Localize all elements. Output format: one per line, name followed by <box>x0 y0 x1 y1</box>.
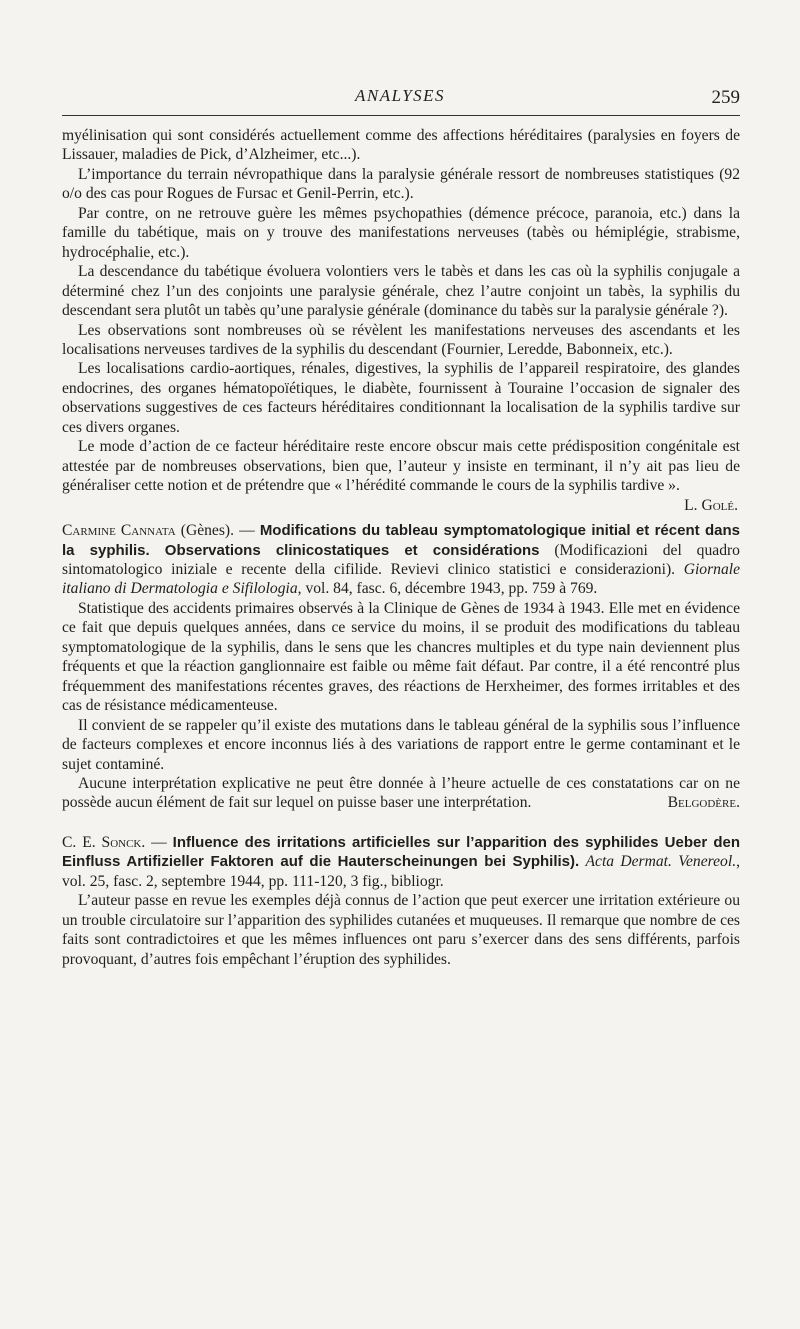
paragraph: Par contre, on ne retrouve guère les mêmes psychopathies (démence précoce, paranoia, etc.) dans la famille du tabétique, mais on y trouve des manifestations nerveuses (tabès ou hémiplégie, strabisme, hydrocéphalie, etc.). <box>62 204 740 261</box>
paragraph: Il convient de se rappeler qu’il existe des mutations dans le tableau général de la syphilis sous l’influence de facteurs complexes et encore inconnus liés à des variations de rapport entre le germe contaminant et le sujet contaminé. <box>62 716 740 773</box>
paragraph <box>62 774 740 813</box>
page-number: 259 <box>711 87 740 108</box>
paragraph: Statistique des accidents primaires observés à la Clinique de Gènes de 1934 à 1943. Elle met en évidence ce fait que depuis quelques années, dans ce service du moins, il se produit des modifications du tableau symptomatologique de la syphilis, dans le sens que les chancres multiples et du type nain deviennent plus fréquents et que la réaction ganglionnaire est faible ou même fait défaut. Par contre, il a été rencontré plus fréquemment des manifestations récentes graves, des réactions de Herxheimer, des formes irritables et des cas de résistance médicamenteuse. <box>62 599 740 715</box>
paragraph: myélinisation qui sont considérés actuellement comme des affections héréditaires (paralysies en foyers de Lissauer, maladies de Pick, d’Alzheimer, etc...). <box>62 127 740 164</box>
review-original-title: (Modificazioni del quadro sintomatologico iniziale e recente della cifilide. Revievi clinico statistici e considerazioni). <box>62 541 740 578</box>
review-title: Influence des irritations artificielles sur l’apparition des syphilides Ueber den Einfluss Artifizieller Faktoren auf die Hauterscheinungen bei Syphilis). <box>62 833 740 871</box>
paragraph: La descendance du tabétique évoluera volontiers vers le tabès et dans les cas où la syphilis conjugale a déterminé chez l’un des conjoints une paralysie générale, chez l’autre conjoint un tabès, la syphilis du descendant sera plutôt un tabès qu’une paralysie générale (dominance du tabès sur la paralysie générale ?). <box>62 263 740 320</box>
paragraph-text: Aucune interprétation explicative ne peut être donnée à l’heure actuelle de ces constatations car on ne possède aucun élément de fait sur lequel on puisse baser une interprétation. <box>62 774 740 812</box>
paragraph: L’auteur passe en revue les exemples déjà connus de l’action que peut exercer une irritation extérieure ou un trouble circulatoire sur l’apparition des syphilides cutanées et muqueuses. Il remarque que nombre de ces faits sont contradictoires et que les mêmes influences ont paru s’exercer dans des sens différents, parfois provoquant, d’autres fois empêchant l’éruption des syphilides. <box>62 892 740 968</box>
paragraph: Les localisations cardio-aortiques, rénales, digestives, la syphilis de l’appareil respiratoire, des glandes endocrines, des organes hématopoïétiques, le diabète, fournissent à Touraine l’occasion de signaler des observations suggestives de ces facteurs héréditaires conditionnant la localisation de la syphilis tardive sur ces divers organes. <box>62 360 740 436</box>
paragraph: L’importance du terrain névropathique dans la paralysie générale ressort de nombreuses statistiques (92 o/o des cas pour Rogues de Fursac et Genil-Perrin, etc.). <box>62 165 740 203</box>
journal-reference: , vol. 25, fasc. 2, septembre 1944, pp. 111-120, 3 fig., bibliogr. <box>62 853 740 890</box>
review-author: C. E. Sonck <box>62 833 142 851</box>
running-title: ANALYSES <box>354 86 446 105</box>
spacer <box>62 813 740 827</box>
review-title: Modifications du tableau symptomatologique initial et récent dans la syphilis. Observations clinicostatiques et considérations <box>62 522 740 559</box>
page-body <box>62 126 740 969</box>
header-rule <box>62 115 740 116</box>
review-separator: . — <box>141 833 173 851</box>
signature: Belgodère. <box>667 794 740 812</box>
paragraph: Les observations sont nombreuses où se révèlent les manifestations nerveuses des ascendants et les localisations nerveuses tardives de la syphilis du descendant (Fournier, Leredde, Babonneix, etc.). <box>62 321 740 358</box>
review-author: Carmine Cannata <box>62 522 176 540</box>
paragraph: Le mode d’action de ce facteur héréditaire reste encore obscur mais cette prédisposition congénitale est attestée par de nombreuses observations, bien que, l’auteur y insiste en terminant, il n’y ait pas lieu de généraliser cette notion et de prétendre que « l’hérédité commande le cours de la syphilis tardive ». <box>62 438 740 495</box>
review-heading <box>62 521 740 599</box>
review-heading <box>62 833 740 891</box>
signature: L. Golé. <box>684 496 738 514</box>
journal-reference: , vol. 84, fasc. 6, décembre 1943, pp. 759 à 769. <box>297 580 598 598</box>
review-place: (Gènes). — <box>175 522 260 540</box>
journal-name: Giornale italiano di Dermatologia e Sifilologia <box>62 560 740 598</box>
page-header <box>60 86 740 110</box>
journal-name: Acta Dermat. Venereol. <box>585 853 737 871</box>
